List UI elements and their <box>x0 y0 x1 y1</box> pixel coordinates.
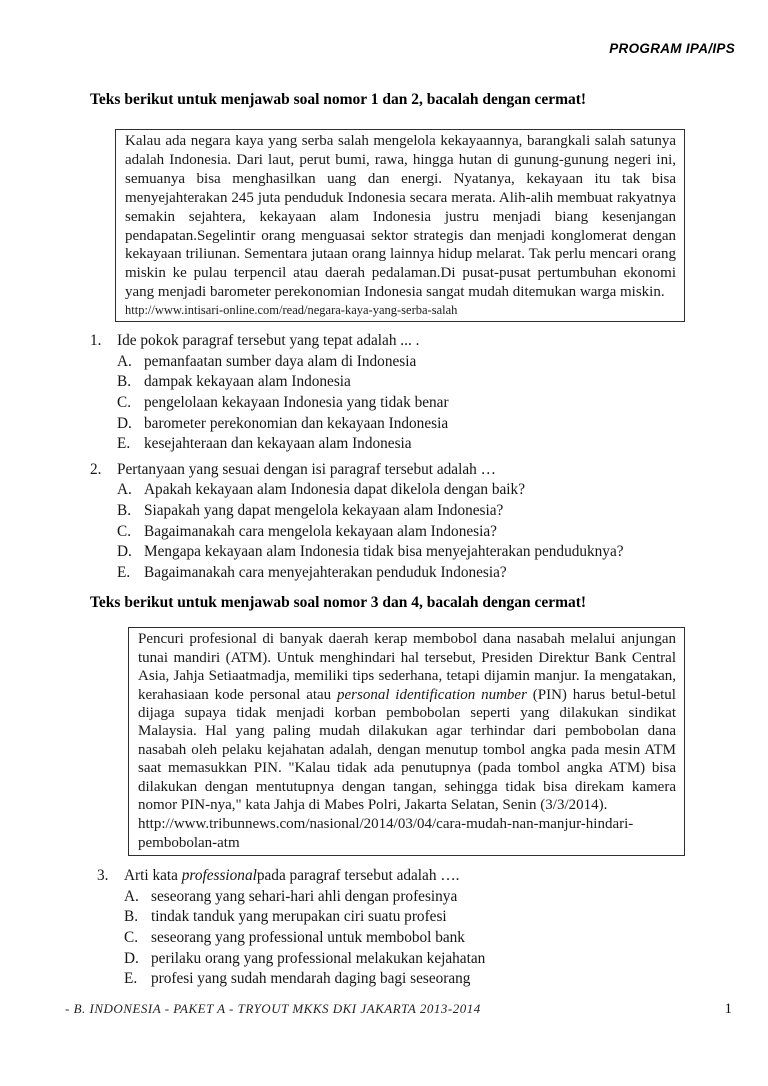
question-2-body <box>117 460 685 584</box>
question-1-option-a <box>117 352 685 373</box>
question-2-option-e <box>117 563 685 584</box>
option-text: kesejahteraan dan kekayaan alam Indonesia <box>144 435 412 453</box>
question-2-option-b <box>117 501 685 522</box>
option-letter: E. <box>124 970 138 988</box>
option-letter: D. <box>124 949 139 967</box>
option-text: Bagaimanakah cara menyejahterakan penduduk Indonesia? <box>144 563 507 581</box>
page-footer <box>65 1001 732 1018</box>
option-letter: A. <box>117 352 132 370</box>
option-letter: E. <box>117 563 131 581</box>
option-text: dampak kekayaan alam Indonesia <box>144 373 351 391</box>
option-text: Bagaimanakah cara mengelola kekayaan alam Indonesia? <box>144 522 497 540</box>
section1-passage-text: Kalau ada negara kaya yang serba salah mengelola kekayaannya, barangkali salah satunya adalah Indonesia. Dari laut, perut bumi, rawa, hingga hutan di gunung-gunung negeri ini, semuanya bisa menghasilkan uang dan energi. Nyatanya, kekayaan itu tak bisa menyejahterakan 245 juta penduduk Indonesia secara merata. Alih-alih membuat rakyatnya semakin sejahtera, kekayaan alam Indonesia justru menjadi biang kesenjangan pendapatan.Segelintir orang menguasai sektor strategis dan menjadi konglomerat dengan kekayaan triliunan. Sementara jutaan orang lainnya hidup melarat. Tak perlu mencari orang miskin ke pulau terpencil atau daerah pedalaman.Di pusat-pusat pertumbuhan ekonomi yang menjadi barometer perekonomian Indonesia sangat mudah ditemukan warga miskin. <box>125 133 676 301</box>
option-letter: C. <box>124 928 139 946</box>
footer-document-title: - B. INDONESIA - PAKET A - TRYOUT MKKS DKI JAKARTA 2013-2014 <box>65 1001 481 1016</box>
option-letter: C. <box>117 522 132 540</box>
option-text: perilaku orang yang professional melakukan kejahatan <box>151 949 486 967</box>
option-text: Siapakah yang dapat mengelola kekayaan alam Indonesia? <box>144 501 504 519</box>
section1-source-url: http://www.intisari-online.com/read/negara-kaya-yang-serba-salah <box>125 303 458 318</box>
question-3-prompt <box>124 866 685 887</box>
question-3-body <box>124 866 685 990</box>
question-2 <box>90 460 685 584</box>
section2-passage-box <box>128 627 685 856</box>
option-letter: D. <box>117 414 132 432</box>
question-2-number: 2. <box>90 460 102 478</box>
question-2-option-a <box>117 480 685 501</box>
question-1-prompt: Ide pokok paragraf tersebut yang tepat adalah ... . <box>117 332 420 350</box>
passage-segment: Pencuri profesional di banyak daerah kerap membobol dana nasabah melalui anjungan tunai mandiri (ATM). Untuk menghindari hal tersebut, Presiden Direktur Bank Central Asia, Jahja Setiaatmadja, memiliki tips sederhana, tetapi dijamin manjur. Ia mengatakan, kerahasiaan kode personal atau <box>138 631 676 703</box>
option-letter: E. <box>117 435 131 453</box>
section1-instruction: Teks berikut untuk menjawab soal nomor 1 dan 2, bacalah dengan cermat! <box>90 91 587 108</box>
option-letter: B. <box>117 373 132 391</box>
passage-italic-term: personal identification number <box>336 686 527 703</box>
question-1-number: 1. <box>90 332 102 350</box>
option-letter: D. <box>117 543 132 561</box>
option-letter: A. <box>124 887 139 905</box>
question-3-option-d <box>124 949 685 970</box>
question-1-option-b <box>117 372 685 393</box>
prompt-segment: Arti kata <box>124 867 182 885</box>
question-1-option-c <box>117 393 685 414</box>
option-text: tindak tanduk yang merupakan ciri suatu profesi <box>151 908 447 926</box>
option-text: profesi yang sudah mendarah daging bagi seseorang <box>151 970 471 988</box>
question-3-number: 3. <box>97 867 109 885</box>
question-2-option-c <box>117 522 685 543</box>
question-1-body <box>117 331 685 455</box>
option-text: seseorang yang professional untuk membobol bank <box>151 928 465 946</box>
option-letter: B. <box>117 501 132 519</box>
section2-passage-text <box>138 630 676 814</box>
section2-source-url: http://www.tribunnews.com/nasional/2014/03/04/cara-mudah-nan-manjur-hindari-pembobolan-atm <box>138 816 634 851</box>
option-letter: A. <box>117 481 132 499</box>
option-text: pemanfaatan sumber daya alam di Indonesia <box>144 352 417 370</box>
program-header-label: PROGRAM IPA/IPS <box>609 41 735 56</box>
question-3-option-e <box>124 969 685 990</box>
section2-instruction: Teks berikut untuk menjawab soal nomor 3 dan 4, bacalah dengan cermat! <box>90 594 587 612</box>
option-letter: C. <box>117 393 132 411</box>
prompt-segment: pada paragraf tersebut adalah …. <box>256 867 460 885</box>
option-text: Mengapa kekayaan alam Indonesia tidak bisa menyejahterakan penduduknya? <box>144 543 624 561</box>
option-text: Apakah kekayaan alam Indonesia dapat dikelola dengan baik? <box>144 481 525 499</box>
question-2-option-d <box>117 542 685 563</box>
passage-segment: (PIN) harus betul-betul dijaga supaya tidak menjadi korban pembobolan seperti yang dilakukan sindikat Malaysia. Hal yang paling mudah dilakukan agar terhindar dari pembobolan dana nasabah oleh pelaku kejahatan adalah, dengan menutup tombol angka pada mesin ATM saat memasukkan PIN. "Kalau tidak ada penutupnya (pada tombol angka ATM) bisa dilakukan dengan mentutupnya dengan tangan, sehingga tidak bisa direkam kamera nomor PIN-nya," kata Jahja di Mabes Polri, Jakarta Selatan, Senin (3/3/2014). <box>138 686 676 813</box>
option-text: barometer perekonomian dan kekayaan Indonesia <box>144 414 449 432</box>
question-3-option-c <box>124 928 685 949</box>
section1-passage-box <box>115 129 685 322</box>
footer-page-number: 1 <box>724 1001 732 1017</box>
question-3-option-a <box>124 887 685 908</box>
question-2-prompt: Pertanyaan yang sesuai dengan isi paragraf tersebut adalah … <box>117 460 496 478</box>
question-1 <box>90 331 685 455</box>
option-text: pengelolaan kekayaan Indonesia yang tidak benar <box>144 393 449 411</box>
prompt-italic-term: professional <box>181 867 257 885</box>
question-3 <box>97 866 685 990</box>
option-letter: B. <box>124 908 139 926</box>
question-1-option-d <box>117 414 685 435</box>
question-1-option-e <box>117 434 685 455</box>
question-3-option-b <box>124 907 685 928</box>
option-text: seseorang yang sehari-hari ahli dengan profesinya <box>151 887 458 905</box>
